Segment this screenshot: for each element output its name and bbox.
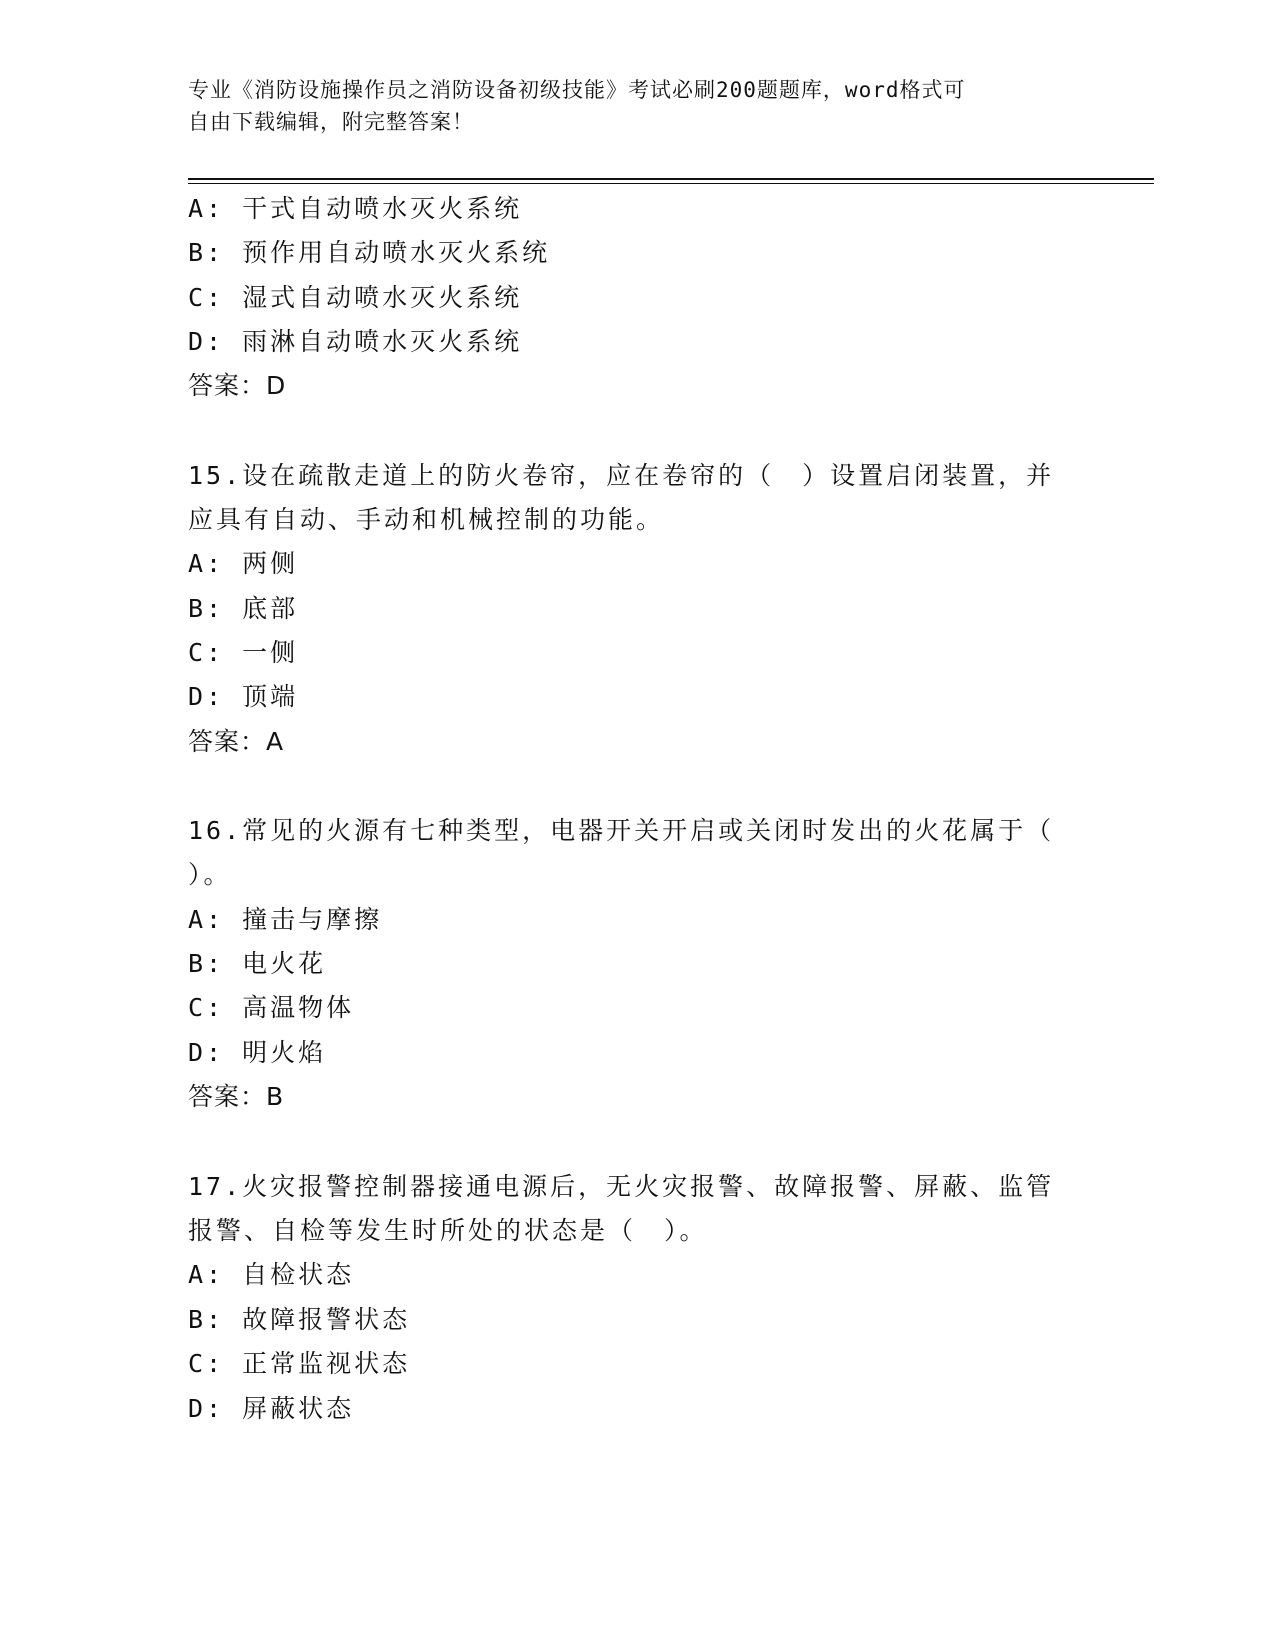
q14-option-d: D: 雨淋自动喷水灭火系统 bbox=[188, 327, 523, 356]
q16-option-a: A: 撞击与摩擦 bbox=[188, 905, 383, 934]
q14-option-a: A: 干式自动喷水灭火系统 bbox=[188, 194, 523, 223]
q15-option-c: C: 一侧 bbox=[188, 638, 299, 667]
q15-stem-line-2: 应具有自动、手动和机械控制的功能。 bbox=[188, 505, 665, 534]
header-line-2: 自由下载编辑，附完整答案！ bbox=[188, 110, 474, 134]
q15-option-a: A: 两侧 bbox=[188, 549, 299, 578]
q14-option-c: C: 湿式自动喷水灭火系统 bbox=[188, 283, 523, 312]
q15-option-d: D: 顶端 bbox=[188, 682, 299, 711]
q17-option-b: B: 故障报警状态 bbox=[188, 1305, 411, 1334]
q17-option-d: D: 屏蔽状态 bbox=[188, 1394, 355, 1423]
q17-stem-line-1: 17.火灾报警控制器接通电源后，无火灾报警、故障报警、屏蔽、监管 bbox=[188, 1172, 1055, 1201]
q16-stem-line-1: 16.常见的火源有七种类型，电器开关开启或关闭时发出的火花属于（ bbox=[188, 816, 1055, 845]
q15-option-b: B: 底部 bbox=[188, 594, 299, 623]
q14-option-b: B: 预作用自动喷水灭火系统 bbox=[188, 238, 551, 267]
q15-stem-line-1: 15.设在疏散走道上的防火卷帘，应在卷帘的（ ）设置启闭装置，并 bbox=[188, 461, 1055, 490]
q16-stem-line-2: ）。 bbox=[188, 860, 232, 889]
q16-answer: 答案：B bbox=[188, 1082, 285, 1111]
q17-stem-line-2: 报警、自检等发生时所处的状态是（ ）。 bbox=[188, 1216, 708, 1245]
q15-answer: 答案：A bbox=[188, 727, 285, 756]
q16-option-d: D: 明火焰 bbox=[188, 1038, 327, 1067]
document-header bbox=[188, 74, 1088, 138]
q17-option-c: C: 正常监视状态 bbox=[188, 1349, 411, 1378]
q16-option-b: B: 电火花 bbox=[188, 949, 327, 978]
header-divider-thin bbox=[188, 183, 1154, 184]
header-divider bbox=[188, 178, 1154, 180]
q14-answer: 答案：D bbox=[188, 371, 287, 400]
header-line-1: 专业《消防设施操作员之消防设备初级技能》考试必刷200题题库，word格式可 bbox=[188, 78, 966, 102]
q16-option-c: C: 高温物体 bbox=[188, 993, 355, 1022]
q17-option-a: A: 自检状态 bbox=[188, 1260, 355, 1289]
